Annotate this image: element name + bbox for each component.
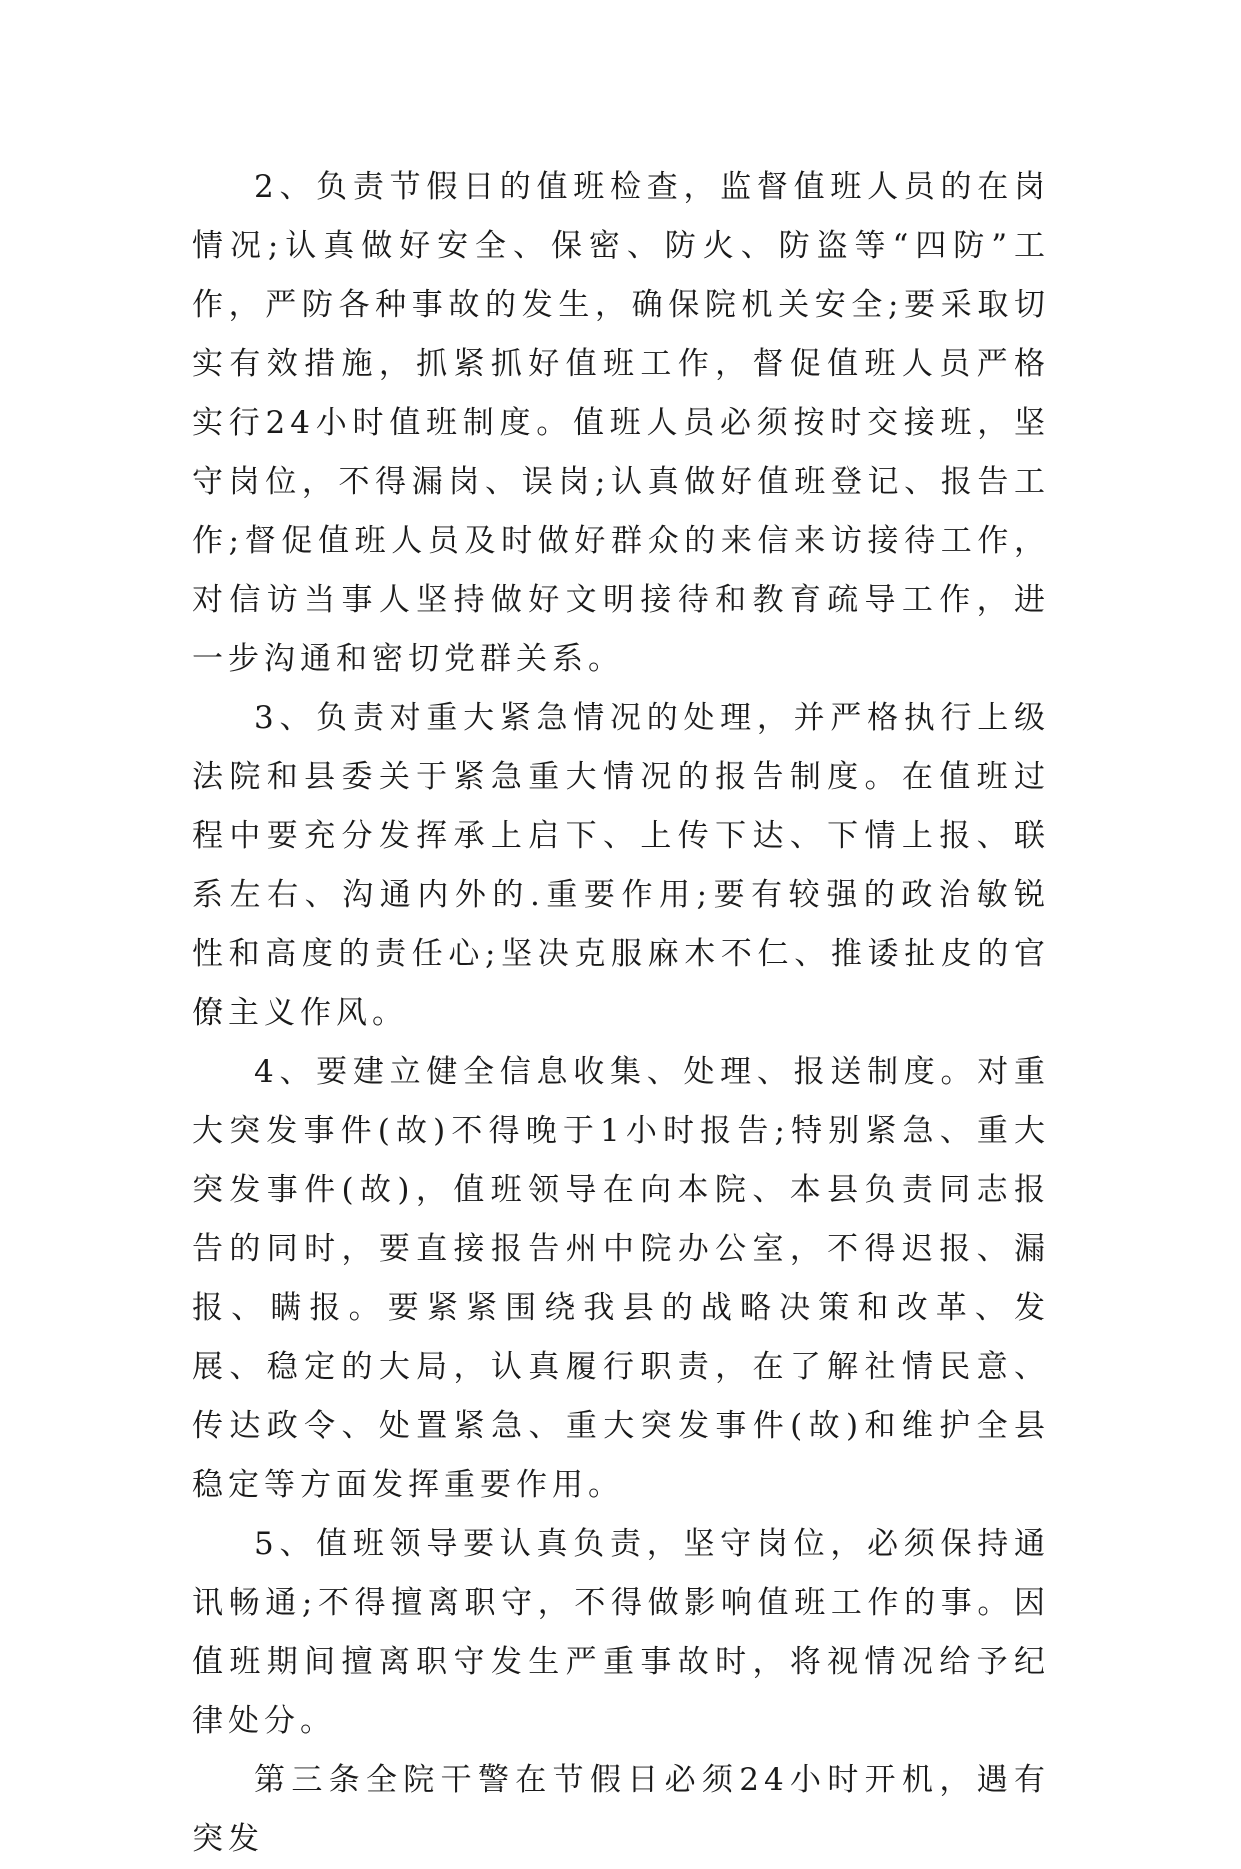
paragraph-2: 2、负责节假日的值班检查，监督值班人员的在岗情况;认真做好安全、保密、防火、防盗等“四防”工作，严防各种事故的发生，确保院机关安全;要采取切实有效措施，抓紧抓好值班工作，督促值班人员严格实行24小时值班制度。值班人员必须按时交接班，坚守岗位，不得漏岗、误岗;认真做好值班登记、报告工作;督促值班人员及时做好群众的来信来访接待工作，对信访当事人坚持做好文明接待和教育疏导工作，进一步沟通和密切党群关系。 xyxy=(192,169,1050,677)
article-3-paragraph: 第三条全院干警在节假日必须24小时开机，遇有突发 xyxy=(192,1762,1050,1857)
paragraph-3: 3、负责对重大紧急情况的处理，并严格执行上级法院和县委关于紧急重大情况的报告制度。在值班过程中要充分发挥承上启下、上传下达、下情上报、联系左右、沟通内外的.重要作用;要有较强的政治敏锐性和高度的责任心;坚决克服麻木不仁、推诿扯皮的官僚主义作风。 xyxy=(192,700,1050,1031)
paragraph-5: 5、值班领导要认真负责，坚守岗位，必须保持通讯畅通;不得擅离职守，不得做影响值班工作的事。因值班期间擅离职守发生严重事故时，将视情况给予纪律处分。 xyxy=(192,1526,1050,1739)
paragraph-4: 4、要建立健全信息收集、处理、报送制度。对重大突发事件(故)不得晚于1小时报告;特别紧急、重大突发事件(故)，值班领导在向本院、本县负责同志报告的同时，要直接报告州中院办公室，不得迟报、漏报、瞒报。要紧紧围绕我县的战略决策和改革、发展、稳定的大局，认真履行职责，在了解社情民意、传达政令、处置紧急、重大突发事件(故)和维护全县稳定等方面发挥重要作用。 xyxy=(192,1054,1050,1503)
document-body xyxy=(192,158,1050,1869)
